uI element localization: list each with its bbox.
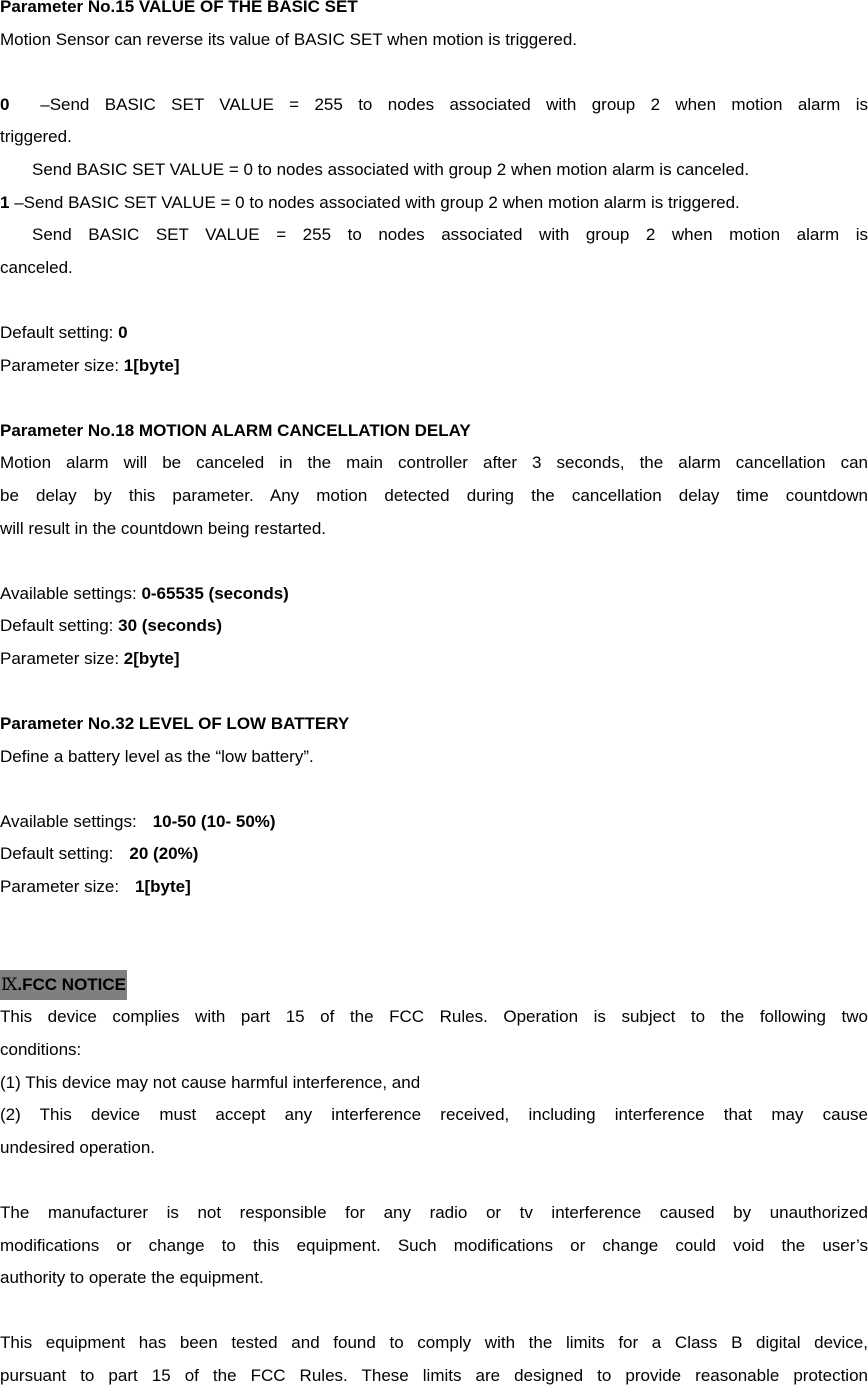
fcc-p1-line4: (2) This device must accept any interference received, including interference that may cause [0, 1105, 868, 1125]
spacer [0, 675, 868, 708]
fcc-p1-line1: This device complies with part 15 of the FCC Rules. Operation is subject to the following two [0, 1007, 868, 1027]
section-numeral: Ⅸ [1, 974, 18, 995]
spacer [0, 1164, 868, 1197]
fcc-p3-line2: pursuant to part 15 of the FCC Rules. These limits are designed to provide reasonable protection [0, 1365, 868, 1385]
fcc-p1-line2: conditions: [0, 1040, 82, 1059]
param32-default: Default setting: 20 (20%) [0, 844, 199, 864]
param15-option1-line3: canceled. [0, 257, 73, 277]
fcc-p2-line2: modifications or change to this equipment. Such modifications or change could void the user’s [0, 1235, 868, 1255]
spacer [0, 904, 868, 937]
spacer [0, 284, 868, 317]
spacer [0, 56, 868, 89]
param15-default: Default setting: 0 [0, 322, 128, 342]
param18-desc-line3: will result in the countdown being restarted. [0, 518, 327, 538]
spacer [0, 1295, 868, 1328]
param15-option1-line2: Send BASIC SET VALUE = 255 to nodes associated with group 2 when motion alarm is [32, 225, 868, 245]
param15-description: Motion Sensor can reverse its value of BASIC SET when motion is triggered. [0, 29, 578, 49]
spacer [0, 773, 868, 806]
param15-heading: Parameter No.15 VALUE OF THE BASIC SET [0, 0, 358, 16]
fcc-p1-line5: undesired operation. [0, 1137, 156, 1157]
option-key: 0 [0, 94, 10, 114]
param32-available: Available settings: 10-50 (10- 50%) [0, 811, 276, 831]
spacer [0, 382, 868, 415]
fcc-heading [0, 969, 868, 1002]
param18-available: Available settings: 0-65535 (seconds) [0, 583, 289, 603]
param15-option0-line1: 0 –Send BASIC SET VALUE = 255 to nodes associated with group 2 when motion alarm is [0, 94, 868, 114]
param15-size: Parameter size: 1[byte] [0, 355, 180, 375]
section-heading-box: Ⅸ.FCC NOTICE [0, 970, 127, 1000]
spacer [0, 545, 868, 578]
fcc-p2-line3: authority to operate the equipment. [0, 1268, 264, 1288]
option-key: 1 [0, 192, 10, 212]
fcc-p3-line1: This equipment has been tested and found to comply with the limits for a Class B digital device, [0, 1333, 868, 1353]
param32-heading: Parameter No.32 LEVEL OF LOW BATTERY [0, 714, 350, 734]
spacer [0, 936, 868, 969]
fcc-p2-line1: The manufacturer is not responsible for any radio or tv interference caused by unauthorized [0, 1202, 868, 1222]
fcc-p1-line3: (1) This device may not cause harmful interference, and [0, 1072, 421, 1092]
param15-option1-line1: 1 –Send BASIC SET VALUE = 0 to nodes associated with group 2 when motion alarm is triggered. [0, 192, 740, 212]
param18-default: Default setting: 30 (seconds) [0, 616, 223, 636]
param15-option0-line2: triggered. [0, 127, 72, 147]
param32-description: Define a battery level as the “low battery”. [0, 746, 314, 766]
param18-size: Parameter size: 2[byte] [0, 648, 180, 668]
param32-size: Parameter size: 1[byte] [0, 877, 191, 897]
param18-desc-line2: be delay by this parameter. Any motion detected during the cancellation delay time countdown [0, 485, 868, 505]
param18-heading: Parameter No.18 MOTION ALARM CANCELLATION DELAY [0, 420, 471, 440]
param15-option0-line3: Send BASIC SET VALUE = 0 to nodes associated with group 2 when motion alarm is canceled. [32, 159, 750, 179]
param18-desc-line1: Motion alarm will be canceled in the main controller after 3 seconds, the alarm cancellation can [0, 453, 868, 473]
